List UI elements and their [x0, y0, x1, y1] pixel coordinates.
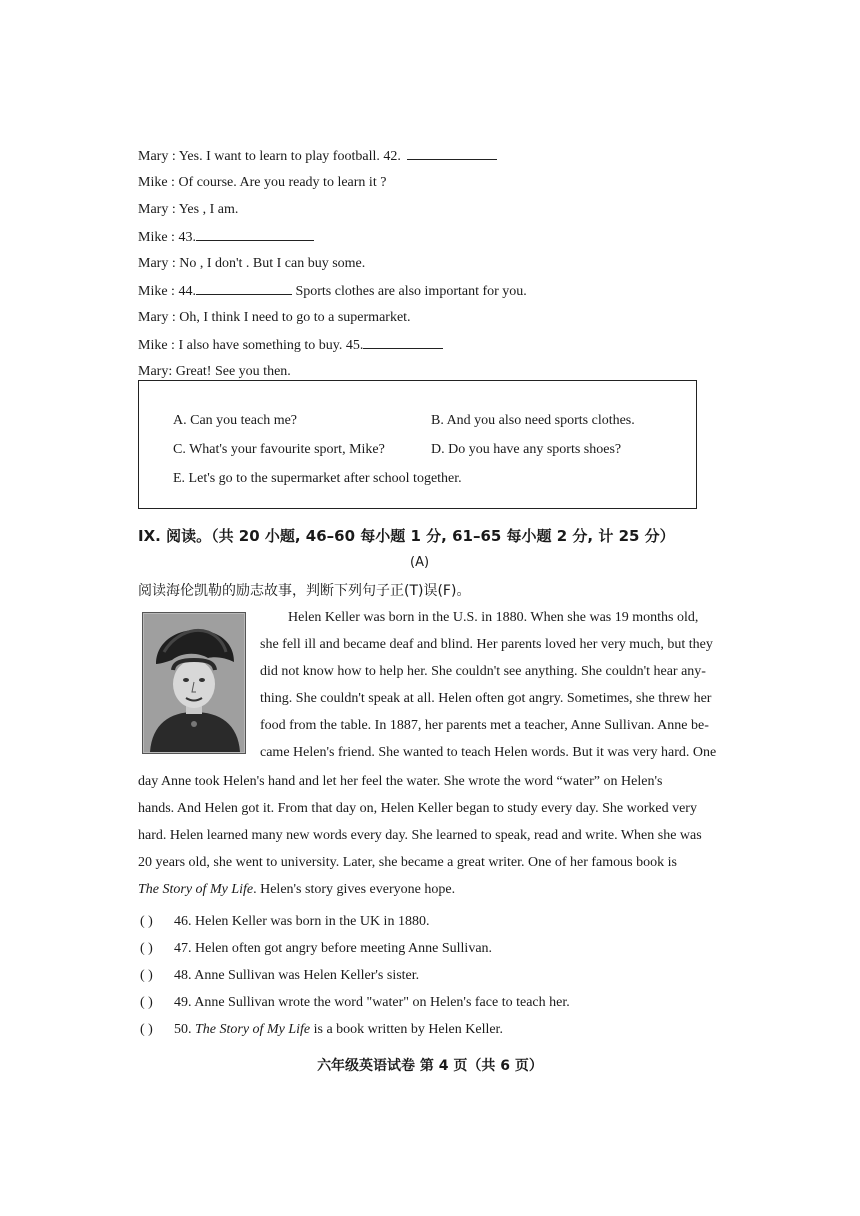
answer-paren-50[interactable]: ( )	[140, 1022, 153, 1037]
passage-line-5: food from the table. In 1887, her parents met a teacher, Anne Sullivan. Anne be-	[260, 718, 709, 733]
passage-line-9: hard. Helen learned many new words every day. She learned to speak, read and write. When she was	[138, 828, 702, 843]
answer-paren-46[interactable]: ( )	[140, 914, 153, 929]
answer-paren-49[interactable]: ( )	[140, 995, 153, 1010]
answer-blank-43[interactable]	[196, 228, 314, 241]
dialogue-line-9: Mary: Great! See you then.	[138, 364, 291, 379]
dialogue-line-3: Mary : Yes , I am.	[138, 202, 239, 217]
passage-line-2: she fell ill and became deaf and blind. Her parents loved her very much, but they	[260, 637, 713, 652]
question-50: ( ) 50. The Story of My Life is a book written by Helen Keller.	[140, 1022, 503, 1037]
dialogue-line-6: Mike : 44. Sports clothes are also important for you.	[138, 284, 527, 299]
passage-line-7: day Anne took Helen's hand and let her feel the water. She wrote the word “water” on Helen's	[138, 774, 663, 789]
option-b: B. And you also need sports clothes.	[431, 413, 635, 428]
section-title: IX. 阅读。（共 20 小题, 46–60 每小题 1 分, 61–65 每小题 2 分, 计 25 分）	[138, 527, 675, 545]
dialogue-line-2: Mike : Of course. Are you ready to learn it ?	[138, 175, 387, 190]
dialogue-line-7: Mary : Oh, I think I need to go to a supermarket.	[138, 310, 411, 325]
page-footer: 六年级英语试卷 第 4 页（共 6 页）	[317, 1058, 543, 1074]
dialogue-line-4: Mike : 43.	[138, 228, 314, 247]
option-a: A. Can you teach me?	[173, 413, 298, 428]
passage-line-4: thing. She couldn't speak at all. Helen often got angry. Sometimes, she threw her	[260, 691, 712, 706]
option-d: D. Do you have any sports shoes?	[431, 442, 622, 457]
passage-line-6: came Helen's friend. She wanted to teach Helen words. But it was very hard. One	[260, 745, 717, 760]
part-label: (A)	[410, 555, 430, 570]
question-48: ( ) 48. Anne Sullivan was Helen Keller's sister.	[140, 968, 420, 983]
passage-line-3: did not know how to help her. She couldn't see anything. She couldn't hear any-	[260, 664, 706, 679]
answer-blank-44[interactable]	[196, 282, 292, 295]
dialogue-line-1: Mary : Yes. I want to learn to play football. 42.	[138, 147, 497, 166]
answer-blank-45[interactable]	[363, 336, 443, 349]
answer-paren-48[interactable]: ( )	[140, 968, 153, 983]
question-46: ( ) 46. Helen Keller was born in the UK in 1880.	[140, 914, 430, 929]
helen-keller-portrait	[142, 612, 246, 754]
passage-line-11: The Story of My Life. Helen's story gives everyone hope.	[138, 882, 456, 897]
option-e: E. Let's go to the supermarket after school together.	[173, 471, 462, 486]
answer-blank-42[interactable]	[407, 147, 497, 160]
options-box	[138, 380, 697, 509]
answer-paren-47[interactable]: ( )	[140, 941, 153, 956]
passage-line-8: hands. And Helen got it. From that day on, Helen Keller began to study every day. She worked very	[138, 801, 697, 816]
dialogue-line-8: Mike : I also have something to buy. 45.	[138, 336, 443, 355]
reading-instruction: 阅读海伦凯勒的励志故事，判断下列句子正(T)误(F)。	[138, 583, 471, 599]
question-49: ( ) 49. Anne Sullivan wrote the word "water" on Helen's face to teach her.	[140, 995, 570, 1010]
book-title: The Story of My Life	[138, 882, 254, 897]
option-c: C. What's your favourite sport, Mike?	[173, 442, 385, 457]
passage-line-10: 20 years old, she went to university. Later, she became a great writer. One of her famous book is	[138, 855, 677, 870]
dialogue-line-5: Mary : No , I don't . But I can buy some.	[138, 256, 366, 271]
passage-line-1: Helen Keller was born in the U.S. in 1880. When she was 19 months old,	[288, 610, 699, 625]
question-47: ( ) 47. Helen often got angry before meeting Anne Sullivan.	[140, 941, 493, 956]
